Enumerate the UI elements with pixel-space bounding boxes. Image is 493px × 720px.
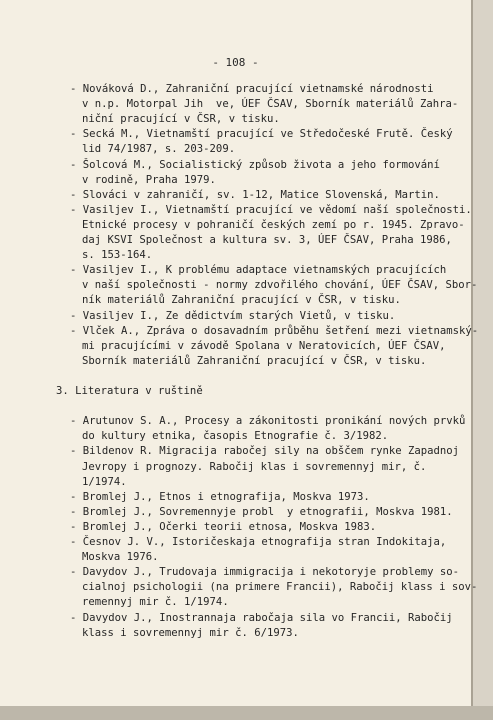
bibliography-entry-line: - Vasiljev I., Ze dědictvím starých Vietů, v tisku.: [70, 309, 396, 322]
bibliography-continuation-line: Moskva 1976.: [82, 551, 159, 564]
bibliography-continuation-line: Etnické procesy v pohraničí českých zemí po r. 1945. Zpravo-: [82, 218, 465, 231]
bibliography-continuation-line: v rodině, Praha 1979.: [82, 173, 216, 186]
bibliography-entry-line: - Vlček A., Zpráva o dosavadním průběhu šetření mezi vietnamský-: [70, 324, 479, 337]
bibliography-entry-line: - Vasiljev I., K problému adaptace vietnamských pracujících: [70, 264, 447, 277]
bibliography-continuation-line: niční pracující v ČSR, v tisku.: [82, 113, 280, 126]
bibliography-continuation-line: Sborník materiálů Zahraniční pracující v ČSR, v tisku.: [82, 354, 427, 367]
bibliography-continuation-line: v n.p. Motorpal Jih ve, ÚEF ČSAV, Sborník materiálů Zahra-: [82, 98, 459, 111]
bibliography-entry-line: - Bromlej J., Sovremennyje probl y etnografii, Moskva 1981.: [70, 505, 453, 518]
bibliography-continuation-line: klass i sovremennyj mir č. 6/1973.: [82, 626, 299, 639]
bibliography-continuation-line: cialnoj psichologii (na primere Francii), Rabočij klass i sov-: [82, 581, 478, 594]
section-heading: 3. Literatura v ruštině: [56, 385, 203, 397]
bibliography-entry-line: - Česnov J. V., Istoričeskaja etnografija stran Indokitaja,: [70, 536, 447, 548]
bibliography-continuation-line: remennyj mir č. 1/1974.: [82, 596, 229, 609]
bibliography-entry-line: - Bromlej J., Etnos i etnografija, Moskva 1973.: [70, 490, 370, 503]
bibliography-continuation-line: mi pracujícími v závodě Spolana v Neratovicích, ÚEF ČSAV,: [82, 339, 446, 352]
bibliography-continuation-line: Jevropy i prognozy. Rabočij klas i sovremennyj mir, č.: [82, 460, 427, 473]
bibliography-continuation-line: 1/1974.: [82, 475, 127, 488]
bibliography-entry-line: - Vasiljev I., Vietnamští pracující ve vědomí naší společnosti.: [70, 203, 472, 216]
bibliography-entry-line: - Slováci v zahraničí, sv. 1-12, Matice Slovenská, Martin.: [70, 188, 440, 201]
bibliography-continuation-line: s. 153-164.: [82, 249, 153, 262]
bibliography-continuation-line: ník materiálů Zahraniční pracující v ČSR, v tisku.: [82, 294, 401, 307]
scan-margin-bottom: [0, 706, 493, 720]
bibliography-continuation-line: v naší společnosti - normy zdvořilého chování, ÚEF ČSAV, Sbor-: [82, 279, 478, 292]
bibliography-entry-line: - Secká M., Vietnamští pracující ve Středočeské Frutě. Český: [70, 128, 453, 141]
bibliography-continuation-line: daj KSVI Společnost a kultura sv. 3, ÚEF ČSAV, Praha 1986,: [82, 234, 452, 246]
bibliography-entry-line: - Nováková D., Zahraniční pracující vietnamské národnosti: [70, 83, 434, 95]
bibliography-continuation-line: lid 74/1987, s. 203-209.: [82, 143, 236, 156]
bibliography-continuation-line: do kultury etnika, časopis Etnografie č. 3/1982.: [82, 430, 389, 443]
bibliography-entry-line: - Šolcová M., Socialistický způsob života a jeho formování: [70, 158, 440, 171]
bibliography-entry-line: - Bildenov R. Migracija rabočej sily na obščem rynke Zapadnoj: [70, 445, 460, 458]
bibliography-entry-line: - Davydov J., Trudovaja immigracija i nekotoryje problemy so-: [70, 566, 460, 579]
bibliography-entry-line: - Davydov J., Inostrannaja rabočaja sila vo Francii, Rabočij: [70, 611, 453, 624]
scan-margin-right: [473, 0, 493, 720]
bibliography-entry-line: - Arutunov S. A., Procesy a zákonitosti pronikání nových prvků: [70, 415, 466, 428]
bibliography-entry-line: - Bromlej J., Očerki teorii etnosa, Moskva 1983.: [70, 520, 377, 533]
page-number: - 108 -: [212, 56, 259, 69]
